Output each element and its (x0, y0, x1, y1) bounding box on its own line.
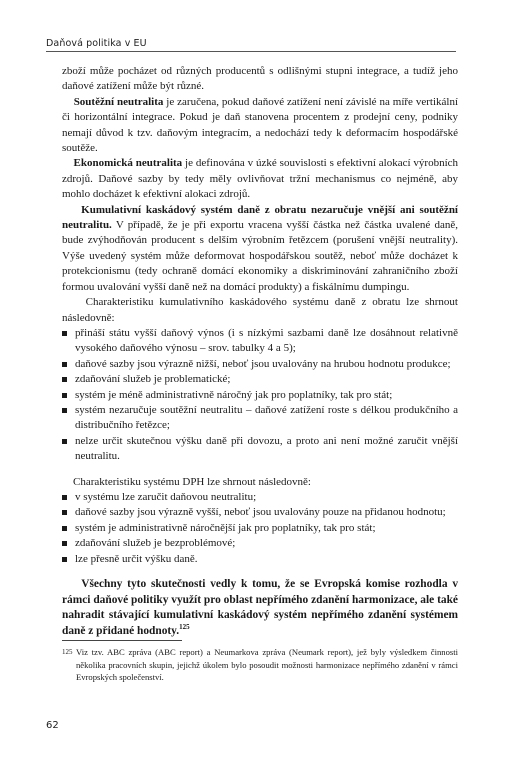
footnote-text: Viz tzv. ABC zpráva (ABC report) a Neumarkova zpráva (Neumark report), jež byly výsledkem činnosti několika pracovních skupin, jejichž úkolem bylo posoudit možnosti harmonizace nepřímého zdanění v rámci Evropských společenství. (76, 647, 458, 683)
list-item: přináší státu vyšší daňový výnos (i s nízkými sazbami daně lze dosáhnout relativně vysokého daňového výnosu – srov. tabulky 4 a 5); (62, 326, 458, 357)
term-kumulativni-system: Kumulativní kaskádový systém daně z obratu nezaručuje vnější ani soutěžní neutralitu. (62, 203, 458, 232)
header-rule (46, 51, 456, 52)
list-item: nelze určit skutečnou výšku daně při dovozu, a proto ani není možné zaručit vnější neutralitu. (62, 434, 458, 465)
paragraph-4-text: V případě, že je při exportu vracena vyšší částka než částka uvalené daně, bude zvýhodňován producent s delším výrobním řetězcem (porušení vnější neutrality). Výše uvedený systém může deformovat hospodářskou soutěž, neboť může docházet k protekcionismu (tedy ochraně domácí ekonomiky a diskriminování zahraničního zboží formou uvalování vyšší daně než na domácí produkty) a fiskálnímu dumpingu. (62, 219, 458, 293)
list-dph-system (62, 490, 458, 567)
spacer (62, 465, 458, 475)
footnote-number: 125 (62, 648, 73, 656)
paragraph-5-text: Charakteristiku kumulativního kaskádového systému daně z obratu lze shrnout následovně: (62, 296, 458, 324)
paragraph-ekonomicka-neutralita (62, 156, 458, 202)
body-text (62, 64, 458, 639)
paragraph-6-text: Charakteristiku systému DPH lze shrnout následovně: (73, 475, 311, 488)
list-item: systém je administrativně náročnější jak pro poplatníky, tak pro stát; (62, 521, 458, 536)
conclusion-paragraph (62, 577, 458, 639)
list-item: systém je méně administrativně náročný jak pro poplatníky, tak pro stát; (62, 388, 458, 403)
list-item: daňové sazby jsou výrazně vyšší, neboť jsou uvalovány pouze na přidanou hodnotu; (62, 505, 458, 520)
paragraph-6 (62, 475, 458, 490)
footnote-reference: 125 (179, 622, 190, 631)
list-item: zdaňování služeb je bezproblémové; (62, 536, 458, 551)
list-item: systém nezaručuje soutěžní neutralitu – daňové zatížení roste s délkou produkčního a distribučního řetězce; (62, 403, 458, 434)
footnote (62, 646, 458, 684)
paragraph-5 (62, 295, 458, 326)
term-soutezni-neutralita: Soutěžní neutralita (73, 95, 164, 108)
list-item: zdaňování služeb je problematické; (62, 372, 458, 387)
conclusion-text: Všechny tyto skutečnosti vedly k tomu, že se Evropská komise rozhodla v rámci daňové politiky využít pro oblast nepřímého zdanění harmonizace, ale také nahradit stávající kumulativní kaskádový systém nepřímého zdanění systémem daně z přidané hodnoty. (62, 578, 459, 637)
running-head: Daňová politika v EU (46, 38, 147, 49)
spacer (62, 567, 458, 577)
paragraph-1: zboží může pocházet od různých producentů s odlišnými stupni integrace, a tudíž jeho daňové zatížení může být různé. (62, 65, 458, 93)
paragraph-soutezni-neutralita (62, 95, 458, 157)
paragraph-2-text: je zaručena, pokud daňové zatížení není závislé na míře vertikální či horizontální integrace. Pokud je daň stanovena procentem z prodejní ceny, podniky nemají důvod k tzv. daňovým integracím, a nedochází tedy k deformacím hospodářské soutěže. (62, 95, 458, 155)
footnote-rule (62, 640, 182, 641)
page-number: 62 (46, 720, 59, 731)
paragraph-3-text: je definována v úzké souvislosti s efektivní alokací výrobních zdrojů. Daňové sazby by tedy měly ovlivňovat tržní mechanismus co nejméně, aby mohlo docházet k efektivní alokaci zdrojů. (62, 157, 459, 201)
term-ekonomicka-neutralita: Ekonomická neutralita (73, 157, 183, 170)
list-kumulativni-system (62, 326, 458, 465)
list-item: v systému lze zaručit daňovou neutralitu; (62, 490, 458, 505)
list-item: daňové sazby jsou výrazně nižší, neboť jsou uvalovány na hrubou hodnotu produkce; (62, 357, 458, 372)
list-item: lze přesně určit výšku daně. (62, 552, 458, 567)
paragraph-kumulativni-system (62, 203, 458, 295)
